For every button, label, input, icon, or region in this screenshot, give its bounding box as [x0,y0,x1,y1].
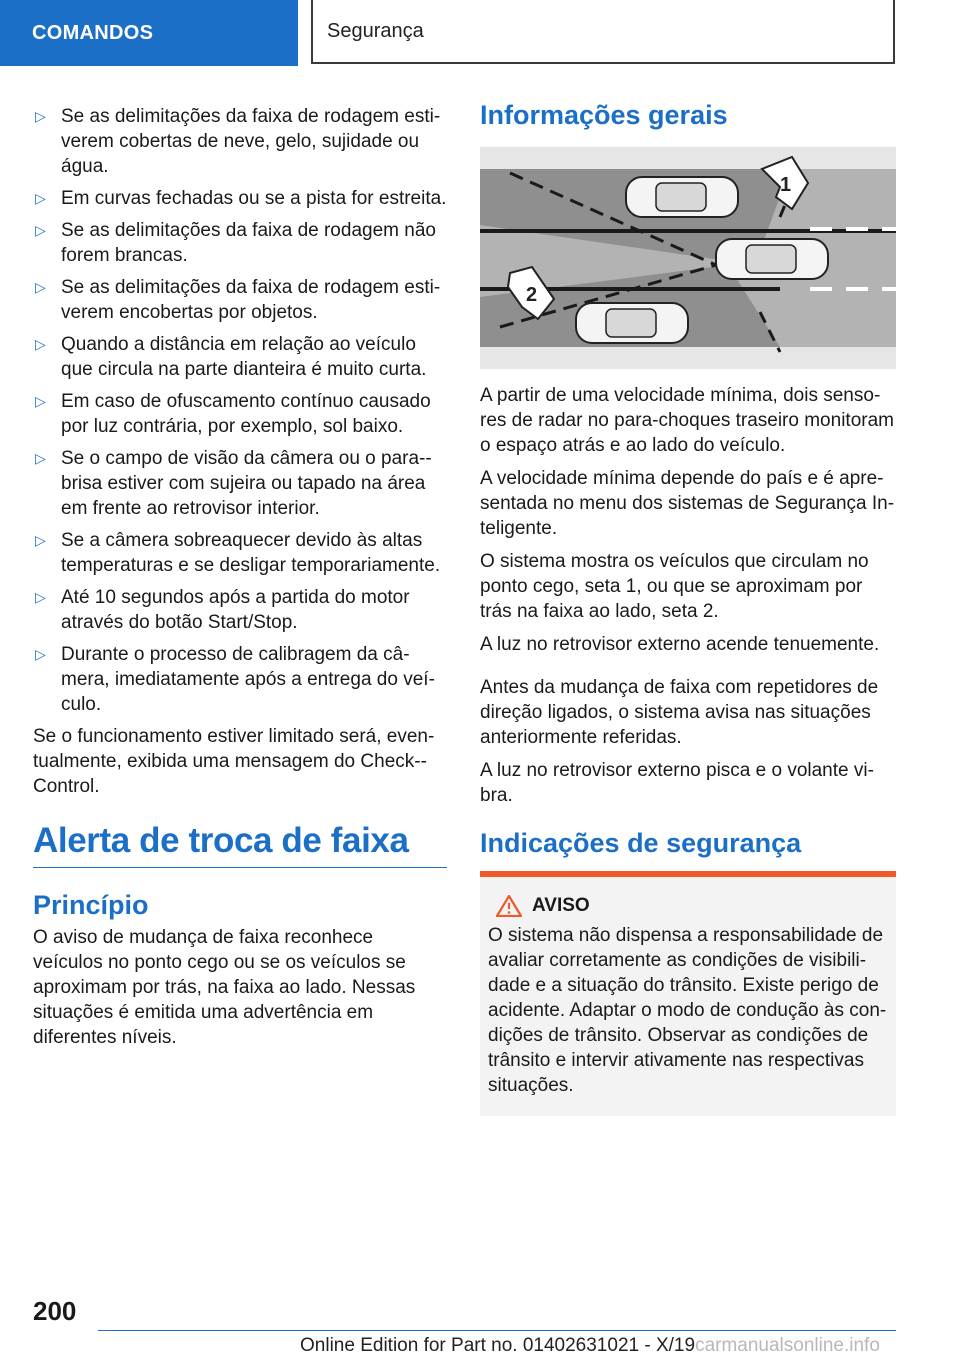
list-item: ▷ Até 10 segundos após a partida do motor através do botão Start/Stop. [35,587,410,633]
section-header [311,0,895,64]
edition-text: Online Edition for Part no. 01402631021 - X/19 [300,1335,696,1356]
lane-change-diagram [480,147,896,369]
info-paragraph: O sistema mostra os veículos que circulam no ponto cego, seta 1, ou que se aproximam por trás na faixa ao lado, seta 2. [480,551,869,622]
warning-box [480,871,896,1116]
general-info-heading: Informações gerais [480,100,728,130]
triangle-bullet-icon: ▷ [35,108,46,124]
triangle-bullet-icon: ▷ [35,646,46,662]
triangle-bullet-icon: ▷ [35,393,46,409]
warning-triangle-icon [496,895,522,917]
list-item: ▷ Se as delimitações da faixa de rodagem estiverem encobertas por objetos. [35,277,441,323]
warning-header [488,895,888,917]
triangle-bullet-icon: ▷ [35,589,46,605]
list-item: ▷ Quando a distância em relação ao veículo que circula na parte dianteira é muito curta. [35,334,427,380]
arrow-1-label: 1 [780,174,792,196]
left-column [33,104,447,1058]
section-title: Segurança [327,19,424,42]
triangle-bullet-icon: ▷ [35,532,46,548]
list-item: ▷ Se as delimitações da faixa de rodagem estiverem cobertas de neve, gelo, sujidade ou água. [35,106,441,177]
footer-edition [300,1335,880,1357]
car-icon [716,239,828,279]
closing-paragraph: Se o funcionamento estiver limitado será, eventualmente, exibida uma mensagem do Check-Control. [33,726,435,797]
list-item: ▷ Em caso de ofuscamento contínuo causado por luz contrária, por exemplo, sol baixo. [35,391,431,437]
car-icon [626,177,738,217]
car-icon [576,303,688,343]
info-paragraph: A partir de uma velocidade mínima, dois sensores de radar no para-choques traseiro monitoram o espaço atrás e ao lado do veículo. [480,385,894,456]
triangle-bullet-icon: ▷ [35,450,46,466]
warning-text: O sistema não dispensa a responsabilidade de avaliar corretamente as condições de visibilidade e a situação do trânsito. Existe perigo de acidente. Adaptar o modo de condução às condições de trânsito. Observar as condições de trânsito e intervir ativamente nas respectivas situações. [488,925,887,1096]
triangle-bullet-icon: ▷ [35,190,46,206]
limitation-list [33,104,447,717]
principle-paragraph: O aviso de mudança de faixa reconhece veículos no ponto cego ou se os veículos se aproximam por trás, na faixa ao lado. Nessas situações é emitida uma advertência em diferentes níveis. [33,927,416,1048]
triangle-bullet-icon: ▷ [35,222,46,238]
warning-title: AVISO [532,895,590,916]
info-paragraph: A velocidade mínima depende do país e é apresentada no menu dos sistemas de Segurança Inteligente. [480,468,895,539]
principle-heading: Princípio [33,890,149,920]
right-column [480,100,896,1116]
list-item: ▷ Em curvas fechadas ou se a pista for estreita. [35,188,447,209]
chapter-heading: Alerta de troca de faixa [33,821,447,868]
watermark-text: carmanualsonline.info [695,1335,880,1356]
list-item: ▷ Se o campo de visão da câmera ou o para-brisa estiver com sujeira ou tapado na área em frente ao retrovisor interior. [35,448,432,519]
lane-change-illustration [480,147,896,369]
triangle-bullet-icon: ▷ [35,336,46,352]
info-paragraph: A luz no retrovisor externo acende tenuemente. [480,634,880,655]
safety-heading: Indicações de segurança [480,828,802,858]
arrow-2-label: 2 [526,284,538,306]
footer-divider [98,1330,896,1331]
info-paragraph: Antes da mudança de faixa com repetidores de direção ligados, o sistema avisa nas situações anteriormente referidas. [480,677,879,748]
page-number: 200 [33,1296,77,1326]
list-item: ▷ Se as delimitações da faixa de rodagem não forem brancas. [35,220,436,266]
triangle-bullet-icon: ▷ [35,279,46,295]
list-item: ▷ Durante o processo de calibragem da câmera, imediatamente após a entrega do veículo. [35,644,435,715]
chapter-tab: COMANDOS [0,0,298,66]
info-paragraph: A luz no retrovisor externo pisca e o volante vibra. [480,760,874,806]
list-item: ▷ Se a câmera sobreaquecer devido às altas temperaturas e se desligar temporariamente. [35,530,441,576]
